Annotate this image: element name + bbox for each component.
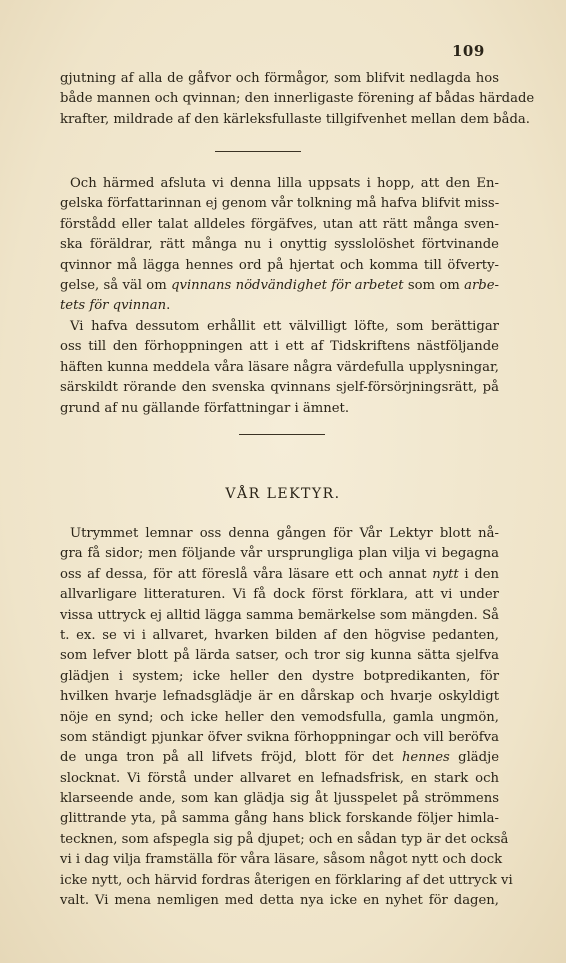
- emphasized-text: tets för qvinnan: [60, 298, 167, 314]
- text-fragment: glädje: [449, 750, 499, 766]
- text-line: icke nytt, och härvid fordras återigen en förklaring af det uttryck vi: [60, 872, 513, 888]
- text-line: glittrande yta, på samma gång hans blick forskande följer himla-: [60, 811, 499, 827]
- text-line: gelska författarinnan ej genom vår tolkning må hafva blifvit miss-: [60, 196, 500, 212]
- text-line: både mannen och qvinnan; den innerligaste förening af bådas härdade: [60, 91, 535, 107]
- text-line: oss till den förhoppningen att i ett af Tidskriftens nästföljande: [60, 339, 499, 355]
- text-line: gra få sidor; men följande vår ursprungliga plan vilja vi begagna: [60, 546, 499, 562]
- text-line: [60, 296, 499, 316]
- paragraph-promise: [60, 317, 499, 419]
- text-line: gjutning af alla de gåfvor och förmågor, som blifvit nedlagda hos: [60, 71, 499, 86]
- text-fragment: i den: [458, 566, 500, 582]
- text-line: som ständigt pjunkar öfver svikna förhoppningar och vill beröfva: [60, 729, 499, 745]
- text-line: slocknat. Vi förstå under allvaret en lefnadsfrisk, en stark och: [60, 770, 499, 786]
- text-line: särskildt rörande den svenska qvinnans sjelf-försörjningsrätt, på: [60, 380, 499, 396]
- emphasized-text: hennes: [401, 750, 450, 766]
- text-line: ska föräldrar, rätt många nu i onyttig sysslolöshet förtvinande: [60, 237, 499, 253]
- paragraph-continuation: [60, 69, 535, 130]
- text-line: [60, 748, 499, 768]
- text-fragment: .: [166, 298, 171, 314]
- page-number: 109: [452, 42, 485, 60]
- paragraph-var-lektyr: [60, 524, 513, 911]
- text-fragment: de unga tron på all lifvets fröjd, blott för det: [60, 750, 402, 766]
- text-line: allvarligare litteraturen. Vi få dock först förklara, att vi under: [60, 587, 499, 603]
- emphasized-text: nytt: [432, 566, 459, 582]
- text-line: [60, 276, 499, 296]
- section-divider: [215, 151, 301, 152]
- text-line: nöje en synd; och icke heller den vemodsfulla, gamla ungmön,: [60, 709, 499, 725]
- text-line: [60, 565, 499, 585]
- text-line: Utrymmet lemnar oss denna gången för Vår Lektyr blott nå-: [70, 526, 499, 541]
- emphasized-text: qvinnans nödvändighet för arbetet: [171, 277, 404, 293]
- text-line: vi i dag vilja framställa för våra läsare, såsom något nytt och dock: [60, 852, 503, 868]
- section-divider: [239, 434, 325, 435]
- text-line: valt. Vi mena nemligen med detta nya icke en nyhet för dagen,: [60, 893, 499, 909]
- text-line: förstådd eller talat alldeles förgäfves, utan att rätt många sven-: [60, 216, 499, 232]
- text-line: qvinnor må lägga hennes ord på hjertat och komma till öfverty-: [60, 257, 499, 273]
- text-line: häften kunna meddela våra läsare några värdefulla upplysningar,: [60, 359, 499, 375]
- paragraph-closing: [60, 174, 499, 317]
- text-line: t. ex. se vi i allvaret, hvarken bilden af den högvise pedanten,: [60, 627, 499, 643]
- text-fragment: gelse, så väl om: [60, 277, 172, 293]
- text-line: som lefver blott på lärda satser, och tror sig kunna sätta sjelfva: [60, 648, 499, 664]
- section-heading: VÅR LEKTYR.: [225, 486, 341, 502]
- text-line: glädjen i system; icke heller den dystre botpredikanten, för: [60, 668, 499, 684]
- text-line: grund af nu gällande författningar i ämnet.: [60, 400, 350, 416]
- text-line: tecknen, som afspegla sig på djupet; och en sådan typ är det också: [60, 831, 509, 847]
- text-fragment: oss af dessa, för att föreslå våra läsare ett och annat: [60, 566, 433, 582]
- text-line: klarseende ande, som kan glädja sig åt ljusspelet på strömmens: [60, 791, 499, 807]
- text-line: vissa uttryck ej alltid lägga samma bemärkelse som mängden. Så: [60, 607, 499, 623]
- text-line: Och härmed afsluta vi denna lilla uppsats i hopp, att den En-: [70, 176, 499, 191]
- text-line: Vi hafva dessutom erhållit ett välvilligt löfte, som berättigar: [70, 319, 499, 334]
- text-fragment: som om: [403, 277, 465, 293]
- text-line: krafter, mildrade af den kärleksfullaste tillgifvenhet mellan dem båda.: [60, 111, 530, 127]
- text-line: hvilken hvarje lefnadsglädje är en dårskap och hvarje oskyldigt: [60, 689, 499, 705]
- emphasized-text: arbe-: [464, 277, 499, 293]
